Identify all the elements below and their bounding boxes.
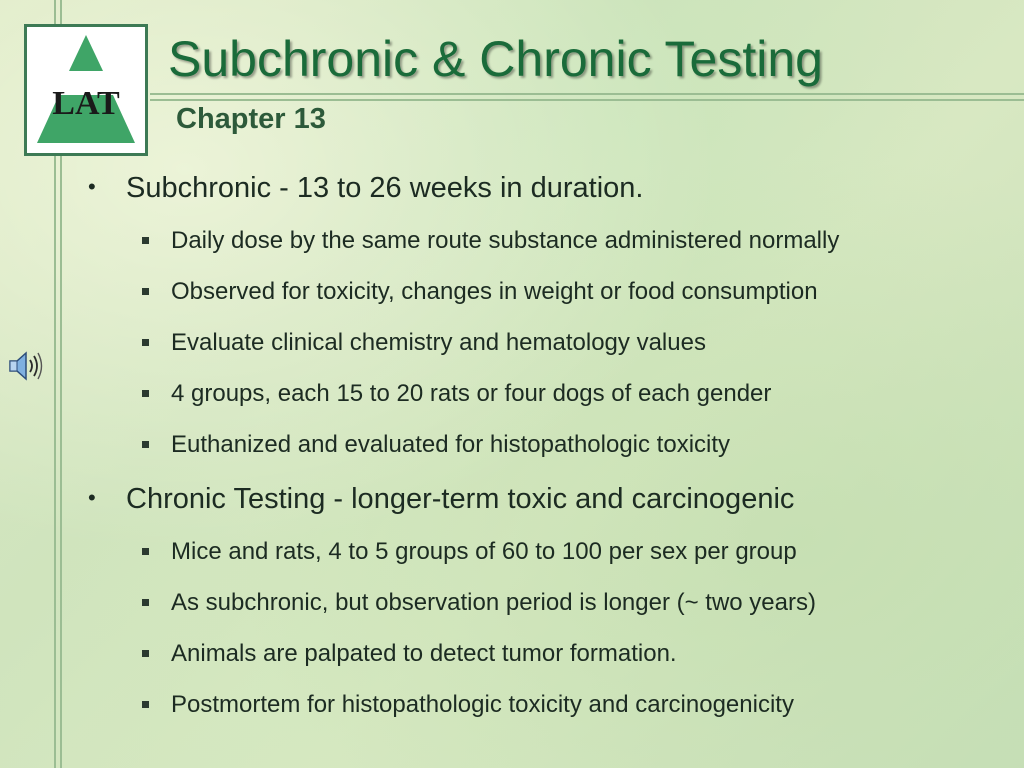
section-heading: Chronic Testing - longer-term toxic and carcinogenic xyxy=(126,483,795,515)
speaker-icon[interactable] xyxy=(7,348,45,384)
bullet-square-icon xyxy=(142,701,149,708)
bullet-level2 xyxy=(84,591,1004,615)
bullet-text: Postmortem for histopathologic toxicity and carcinogenicity xyxy=(171,691,794,718)
slide-subtitle: Chapter 13 xyxy=(176,103,326,135)
bullet-square-icon xyxy=(142,441,149,448)
bullet-text: Evaluate clinical chemistry and hematology values xyxy=(171,329,706,356)
bullet-square-icon xyxy=(142,548,149,555)
bullet-text: Daily dose by the same route substance administered normally xyxy=(171,227,840,254)
bullet-dot-icon: • xyxy=(88,485,96,510)
frame-line-top-upper xyxy=(150,93,1024,95)
bullet-square-icon xyxy=(142,339,149,346)
slide-body xyxy=(84,168,1004,717)
bullet-square-icon xyxy=(142,390,149,397)
section-heading: Subchronic - 13 to 26 weeks in duration. xyxy=(126,172,644,204)
bullet-text: Mice and rats, 4 to 5 groups of 60 to 100 per sex per group xyxy=(171,538,797,565)
frame-line-top-lower xyxy=(150,99,1024,101)
bullet-level2 xyxy=(84,433,1004,457)
bullet-level2 xyxy=(84,693,1004,717)
bullet-level2 xyxy=(84,642,1004,666)
lat-logo xyxy=(24,24,148,156)
bullet-square-icon xyxy=(142,599,149,606)
bullet-level1-chronic xyxy=(84,485,1004,514)
bullet-text: As subchronic, but observation period is longer (~ two years) xyxy=(171,589,816,616)
bullet-level2 xyxy=(84,540,1004,564)
bullet-text: Observed for toxicity, changes in weight or food consumption xyxy=(171,278,818,305)
bullet-square-icon xyxy=(142,650,149,657)
bullet-text: Euthanized and evaluated for histopathologic toxicity xyxy=(171,431,731,458)
bullet-text: Animals are palpated to detect tumor formation. xyxy=(171,640,677,667)
bullet-level1-subchronic xyxy=(84,174,1004,203)
logo-text: LAT xyxy=(52,85,120,122)
bullet-level2 xyxy=(84,229,1004,253)
bullet-level2 xyxy=(84,331,1004,355)
bullet-square-icon xyxy=(142,237,149,244)
bullet-level2 xyxy=(84,280,1004,304)
bullet-square-icon xyxy=(142,288,149,295)
bullet-text: 4 groups, each 15 to 20 rats or four dogs of each gender xyxy=(171,380,772,407)
bullet-dot-icon: • xyxy=(88,174,96,199)
bullet-level2 xyxy=(84,382,1004,406)
slide-title: Subchronic & Chronic Testing xyxy=(168,31,823,87)
